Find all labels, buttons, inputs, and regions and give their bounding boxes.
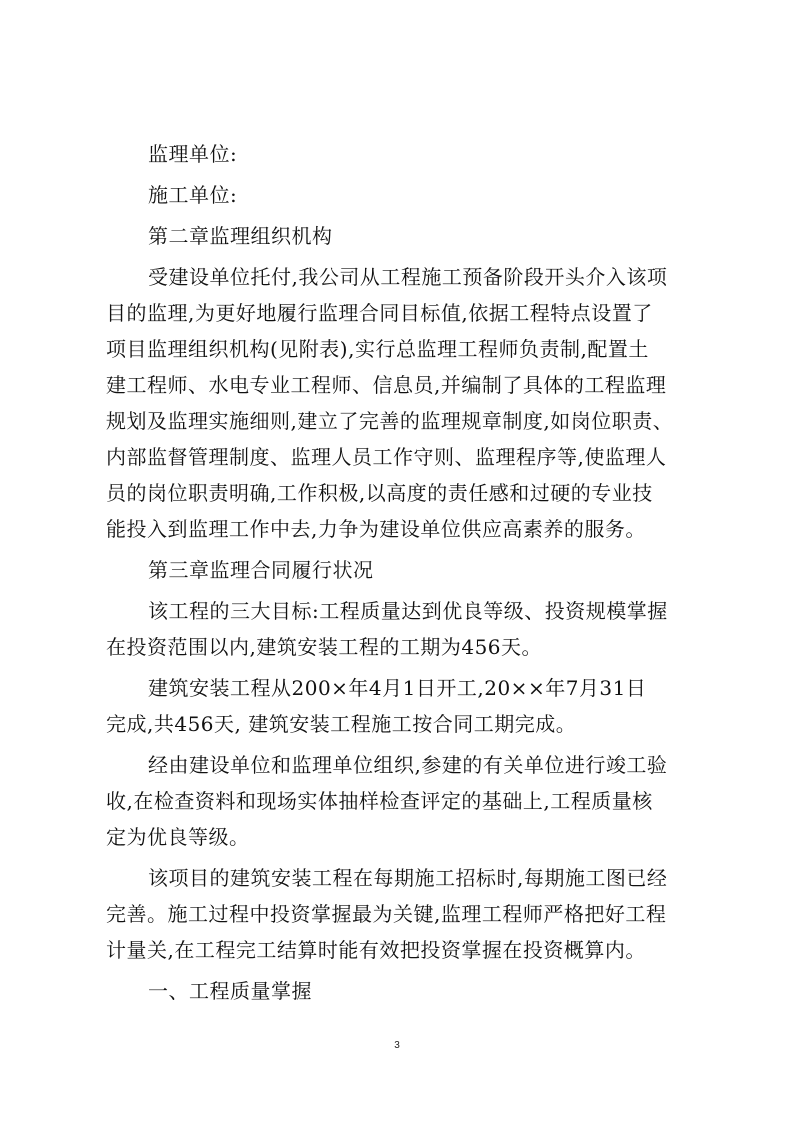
page-number: 3	[394, 1040, 400, 1051]
supervision-unit-line: 监理单位:	[148, 142, 238, 166]
paragraph-line: 该工程的三大目标:工程质量达到优良等级、投资规模掌握	[148, 599, 668, 623]
paragraph-line: 计量关,在工程完工结算时能有效把投资掌握在投资概算内。	[106, 938, 646, 962]
construction-unit-line: 施工单位:	[148, 183, 238, 207]
paragraph-line: 完成,共456天, 建筑安装工程施工按合同工期完成。	[106, 712, 577, 736]
paragraph-line: 内部监督管理制度、监理人员工作守则、监理程序等,使监理人	[106, 445, 667, 469]
paragraph-line: 员的岗位职责明确,工作积极,以高度的责任感和过硬的专业技	[106, 481, 653, 505]
paragraph-line: 收,在检查资料和现场实体抽样检查评定的基础上,工程质量核	[106, 789, 653, 813]
chapter-3-heading: 第三章监理合同履行状况	[148, 558, 374, 582]
document-body	[106, 136, 692, 1009]
paragraph-line: 目的监理,为更好地履行监理合同目标值,依据工程特点设置了	[106, 301, 653, 325]
paragraph-line: 完善。施工过程中投资掌握最为关键,监理工程师严格把好工程	[106, 902, 667, 926]
paragraph-line: 在投资范围以内,建筑安装工程的工期为456天。	[106, 635, 543, 659]
paragraph-line: 受建设单位托付,我公司从工程施工预备阶段开头介入该项	[148, 265, 668, 289]
paragraph-line: 能投入到监理工作中去,力争为建设单位供应高素养的服务。	[106, 517, 646, 541]
paragraph-line: 规划及监理实施细则,建立了完善的监理规章制度,如岗位职责、	[106, 409, 674, 433]
paragraph-line: 该项目的建筑安装工程在每期施工招标时,每期施工图已经	[148, 866, 668, 890]
section-1-heading: 一、工程质量掌握	[148, 979, 312, 1003]
paragraph-line: 项目监理组织机构(见附表),实行总监理工程师负责制,配置土	[106, 337, 649, 361]
paragraph-line: 建工程师、水电专业工程师、信息员,并编制了具体的工程监理	[106, 373, 667, 397]
paragraph-line: 建筑安装工程从200×年4月1日开工,20××年7月31日	[148, 676, 647, 700]
paragraph-line: 定为优良等级。	[106, 825, 250, 849]
chapter-2-heading: 第二章监理组织机构	[148, 224, 333, 248]
paragraph-line: 经由建设单位和监理单位组织,参建的有关单位进行竣工验	[148, 753, 668, 777]
